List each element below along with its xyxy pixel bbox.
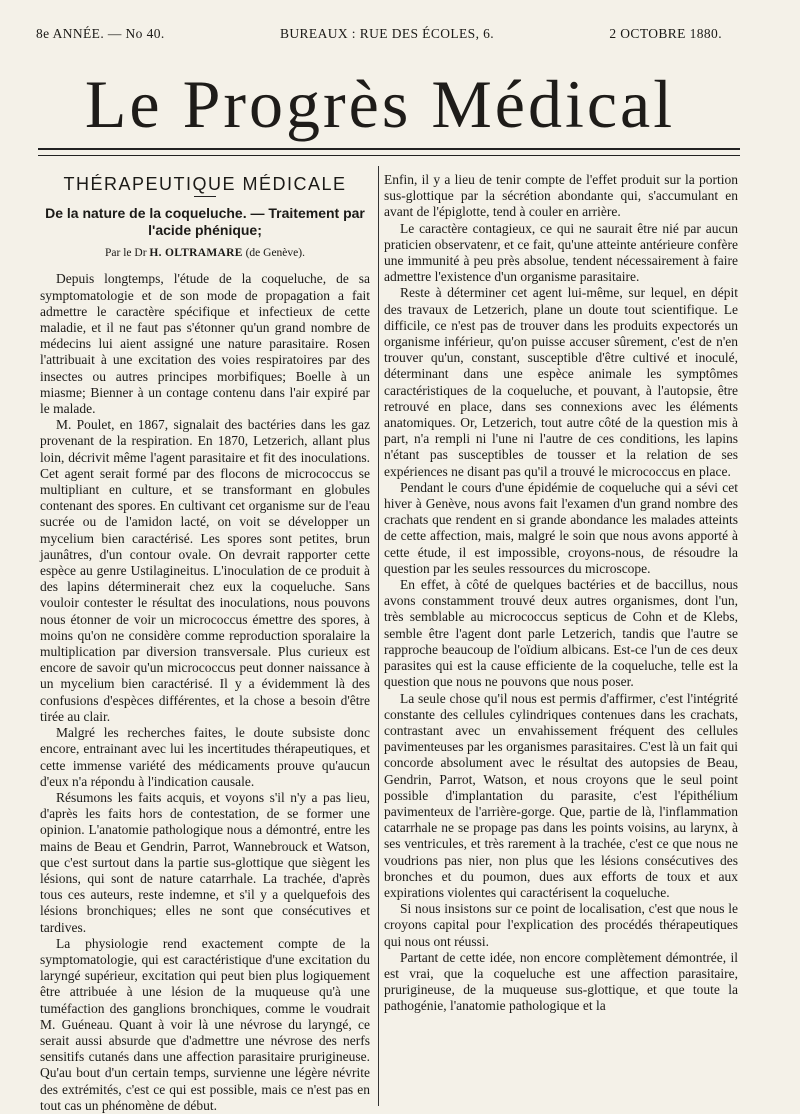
article-title: De la nature de la coqueluche. — Traitement par l'acide phénique;	[45, 205, 365, 239]
paragraph: La physiologie rend exactement compte de la symptomatologie, qui est caractéristique d'une excitation du laryngé supérieur, excitation qui peut bien plus logiquement être attribuée à une lésion de la muqueuse qu'à une tuméfaction des ganglions bronchiques, comme le voudrait M. Guéneau. Quant à voir là une névrose du laryngé, ce serait aussi absurde que d'admettre une névrose des nerfs sensitifs cutanés dans une affection parasitaire prurigineuse. Qu'au bout d'un certain temps, survienne une légère névrite des extrémités, c'est ce qui est possible, mais ce n'est pas en tout cas un phénomène de début.	[40, 935, 370, 1113]
byline-suffix: (de Genève).	[245, 247, 305, 260]
left-column	[40, 172, 370, 1114]
office-address: BUREAUX : RUE DES ÉCOLES, 6.	[279, 26, 495, 41]
section-dash	[194, 196, 216, 197]
right-column	[384, 172, 738, 1015]
issue-number: 8e ANNÉE. — No 40.	[36, 26, 165, 41]
paragraph: Si nous insistons sur ce point de localisation, c'est que nous le croyons capital pour l'explication des procédés thérapeutiques qui nous ont réussi.	[384, 901, 738, 949]
paragraph: Malgré les recherches faites, le doute subsiste donc encore, entrainant avec lui les incertitudes thérapeutiques, et cette immense variété des médicaments prouve qu'aucun d'eux n'a répondu à l'indication causale.	[40, 725, 370, 789]
issue-header	[36, 26, 722, 42]
paragraph: Reste à déterminer cet agent lui-même, sur lequel, en dépit des travaux de Letzerich, plane un doute tout scientifique. Le difficile, ce n'est pas de trouver dans les produits expectorés un organisme inférieur, qu'on puisse accuser sûrement, c'est de n'en trouver qu'un, constant, susceptible d'être cultivé et inoculé, déterminant dans une espèce animale les symptômes caractéristiques de la coqueluche, et pouvant, à l'autopsie, être retrouvé en place, dans ses connexions avec les éléments anatomiques. Or, Letzerich, tout autre côté de la question mis à part, n'a rempli ni l'une ni l'autre de ces conditions, les lapins n'étant pas susceptibles de tousser et la relation de ses expériences ne disant pas qu'il a trouvé le micrococcus en place.	[384, 285, 738, 479]
column-divider	[378, 166, 379, 1106]
paragraph: Partant de cette idée, non encore complètement démontrée, il est vrai, que la coqueluche est une affection parasitaire, prurigineuse, de la muqueuse sus-glottique, et que toute la pathogénie, l'anatomie pathologique et la	[384, 949, 738, 1014]
issue-date: 2 OCTOBRE 1880.	[609, 26, 722, 41]
paragraph: Pendant le cours d'une épidémie de coqueluche qui a sévi cet hiver à Genève, nous avons fait l'examen d'un grand nombre des crachats que rendent en si grande abondance les malades atteints de cette affection, mais, malgré le soin que nous avons apporté à cette étude, il est impossible, croyons-nous, de résoudre la question par les seules ressources du microscope.	[384, 479, 738, 576]
paragraph: La seule chose qu'il nous est permis d'affirmer, c'est l'intégrité constante des cellules cylindriques contenues dans les crachats, contrastant avec un envahissement fréquent des cellules pavimenteuses par les organismes parasitaires. C'est là un fait qui concorde absolument avec le résultat des autopsies de Beau, Gendrin, Parrot, Watson, et nous croyons que le seul point possible d'implantation du parasite, c'est l'épithélium pavimenteux de l'arrière-gorge. Que, partie de là, l'inflammation catarrhale ne se propage pas dans les points voisins, au larynx, à ses ventricules, et très rarement à la trachée, c'est ce que nous ne voudrions pas nier, non plus que les lésions consécutives des bronches et du poumon, dues aux efforts de toux et aux expirations violentes qui caractérisent la coqueluche.	[384, 690, 738, 900]
paragraph: En effet, à côté de quelques bactéries et de baccillus, nous avons constamment trouvé deux autres organismes, dont l'un, très semblable au micrococcus septicus de Cohn et de Klebs, semble être l'agent dont parle Letzerich, tandis que l'autre se rapproche beaucoup de l'oïdium albicans. Est-ce l'un de ces deux parasites qui est la cause efficiente de la coqueluche, telle est la question que nous ne pouvons que nous poser.	[384, 577, 738, 690]
byline	[40, 245, 370, 261]
paragraph: Depuis longtemps, l'étude de la coqueluche, de sa symptomatologie et de son mode de propagation a fait admettre le caractère spécifique et infectieux de cette maladie, et il ne faut pas s'étonner qu'un grand nombre de médecins lui aient assigné une nature parasitaire. Rosen l'attribuait à une excitation des voies respiratoires par des insectes ou autres principes morbifiques; Boelle à un miasme; Bienner à un contage contenu dans l'air expiré par le malade.	[40, 271, 370, 417]
masthead-title: Le Progrès Médical	[84, 66, 676, 142]
paragraph: M. Poulet, en 1867, signalait des bactéries dans les gaz provenant de la respiration. En 1870, Letzerich, allant plus loin, décrivit même l'agent parasitaire et fit des inoculations. Cet agent serait formé par des flocons de micrococcus se multipliant en culture, et se transformant en globules contenant des spores. En cultivant cet organisme sur de l'eau sucrée ou de l'amidon lacté, on voit se développer un mycelium bien caractérisé. Les spores sont petites, brun jaunâtres, d'un contour ovale. On devrait rapporter cette espèce au genre Ustilagineitus. L'inoculation de ce produit à des lapins déterminerait chez eux la coqueluche. Sans vouloir contester le résultat des inoculations, nous pouvons nous étonner de voir un micrococcus émettre des spores, à moins qu'on ne considère comme reproduction sporalaire la multiplication par diversion transversale. Plus curieux est encore de savoir qu'un micrococcus peut donner naissance à un mycelium bien caractérisé. Il y a évidemment là des confusions d'espèces différentes, et la chose a besoin d'être tirée au clair.	[40, 417, 370, 724]
masthead-rule-thick	[38, 148, 740, 150]
paragraph: Enfin, il y a lieu de tenir compte de l'effet produit sur la portion sus-glottique par la sécrétion abondante qui, s'accumulant en avant de l'épiglotte, tend à couler en arrière.	[384, 172, 738, 220]
masthead-rule-thin	[38, 155, 740, 156]
byline-prefix: Par le Dr	[105, 247, 147, 260]
author-name: H. OLTRAMARE	[149, 247, 243, 260]
paragraph: Le caractère contagieux, ce qui ne saurait être nié par aucun praticien observatenr, et ce fait, qu'une atteinte antérieure confère une immunité à peu près absolue, tendent nécessairement à faire admettre l'existence d'un organisme parasitaire.	[384, 220, 738, 285]
paragraph: Résumons les faits acquis, et voyons s'il n'y a pas lieu, d'après les faits hors de contestation, de se former une opinion. L'anatomie pathologique nous a démontré, entre les mains de Beau et Gendrin, Parrot, Wannebrouck et Watson, que c'est surtout dans la partie sus-glottique que siègent les lésions, qui sont de nature catarrhale. La trachée, d'après tous ces auteurs, reste indemne, et s'il y a quelquefois des lésions bronchiques; elles ne sont que consécutives et tardives.	[40, 789, 370, 935]
section-title: THÉRAPEUTIQUE MÉDICALE	[63, 174, 347, 194]
